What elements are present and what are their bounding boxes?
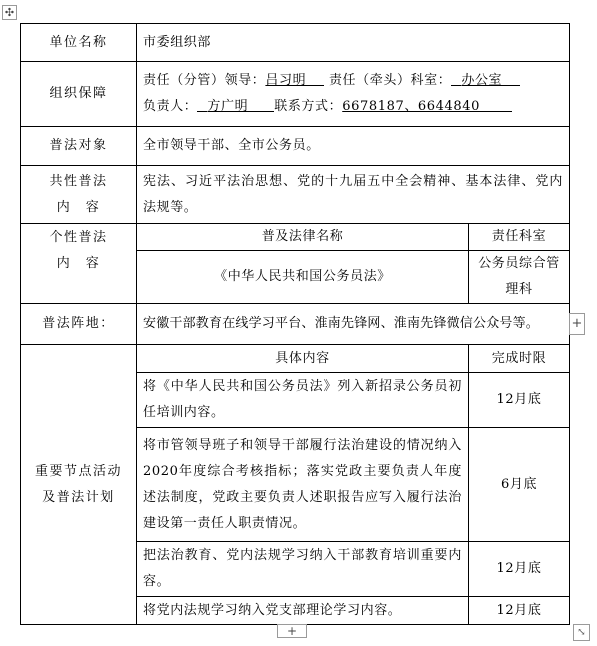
law-name-value: 《中华人民共和国公务员法》 xyxy=(137,251,469,304)
guarantee-line-1 xyxy=(143,68,563,94)
row-common-content xyxy=(21,166,570,224)
plan-item-content: 将《中华人民共和国公务员法》列入新招录公务员初任培训内容。 xyxy=(137,373,469,428)
legal-education-table xyxy=(20,23,570,625)
targets-label: 普法对象 xyxy=(21,127,137,166)
individual-label-line-1: 个性普法 xyxy=(49,229,108,245)
person-value: 方广明 xyxy=(207,99,249,114)
plan-label-text: 重要节点活动及普法计划 xyxy=(34,463,122,505)
plan-item-deadline: 6月底 xyxy=(469,428,570,542)
plan-item-content: 将党内法规学习纳入党支部理论学习内容。 xyxy=(137,597,469,625)
office-value: 公务员综合管理科 xyxy=(469,251,570,304)
row-guarantee xyxy=(21,62,570,127)
add-column-plus-icon[interactable]: + xyxy=(569,313,585,335)
platform-value: 安徽干部教育在线学习平台、淮南先锋网、淮南先锋微信公众号等。 xyxy=(137,304,570,345)
person-underline-lead xyxy=(197,97,207,112)
plan-item-deadline: 12月底 xyxy=(469,542,570,597)
table-resize-handle-icon[interactable]: ⤡ xyxy=(573,624,590,641)
contact-underline-trail xyxy=(480,97,512,112)
plan-item-content: 将市管领导班子和领导干部履行法治建设的情况纳入2020年度综合考核指标；落实党政主要负责人年度述法制度，党政主要负责人述职报告应写入履行法治建设第一责任人职责情况。 xyxy=(137,428,469,542)
contact-label: 联系方式： xyxy=(274,99,343,114)
row-individual-header xyxy=(21,224,570,251)
office-value: 办公室 xyxy=(461,73,503,88)
unit-name-label: 单位名称 xyxy=(21,24,137,62)
common-label xyxy=(21,166,137,224)
common-label-line-2: 内 容 xyxy=(56,199,101,215)
guarantee-label: 组织保障 xyxy=(21,62,137,127)
add-row-plus-icon[interactable]: + xyxy=(277,624,307,638)
guarantee-details xyxy=(137,62,570,127)
person-underline-trail xyxy=(248,97,274,112)
office-underline-trail xyxy=(502,71,520,86)
leader-underline xyxy=(306,71,324,86)
common-label-line-1: 共性普法 xyxy=(49,173,108,189)
individual-label-line-2: 内 容 xyxy=(56,255,101,271)
unit-name-value: 市委组织部 xyxy=(137,24,570,62)
table-move-handle-icon[interactable]: ✣ xyxy=(2,5,17,20)
row-targets xyxy=(21,127,570,166)
individual-label xyxy=(21,224,137,304)
plan-content-header: 具体内容 xyxy=(137,345,469,373)
person-label: 负责人： xyxy=(143,99,198,114)
law-name-header: 普及法律名称 xyxy=(137,224,469,251)
individual-label-spacer xyxy=(27,277,130,303)
row-plan-header xyxy=(21,345,570,373)
office-underline-lead xyxy=(451,71,461,86)
common-value: 宪法、习近平法治思想、党的十九届五中全会精神、基本法律、党内法规等。 xyxy=(137,166,570,224)
plan-label xyxy=(21,345,137,625)
plan-item-content: 把法治教育、党内法规学习纳入干部教育培训重要内容。 xyxy=(137,542,469,597)
leader-value: 吕习明 xyxy=(265,73,307,88)
plan-item-deadline: 12月底 xyxy=(469,373,570,428)
row-platform xyxy=(21,304,570,345)
plan-deadline-header: 完成时限 xyxy=(469,345,570,373)
plan-item-deadline: 12月底 xyxy=(469,597,570,625)
row-unit-name xyxy=(21,24,570,62)
contact-value: 6678187、6644840 xyxy=(342,99,481,114)
leader-label: 责任（分管）领导： xyxy=(143,73,266,88)
targets-value: 全市领导干部、全市公务员。 xyxy=(137,127,570,166)
office-label: 责任（牵头）科室： xyxy=(328,73,452,88)
platform-label: 普法阵地： xyxy=(21,304,137,345)
guarantee-line-2 xyxy=(143,94,563,120)
office-header: 责任科室 xyxy=(469,224,570,251)
